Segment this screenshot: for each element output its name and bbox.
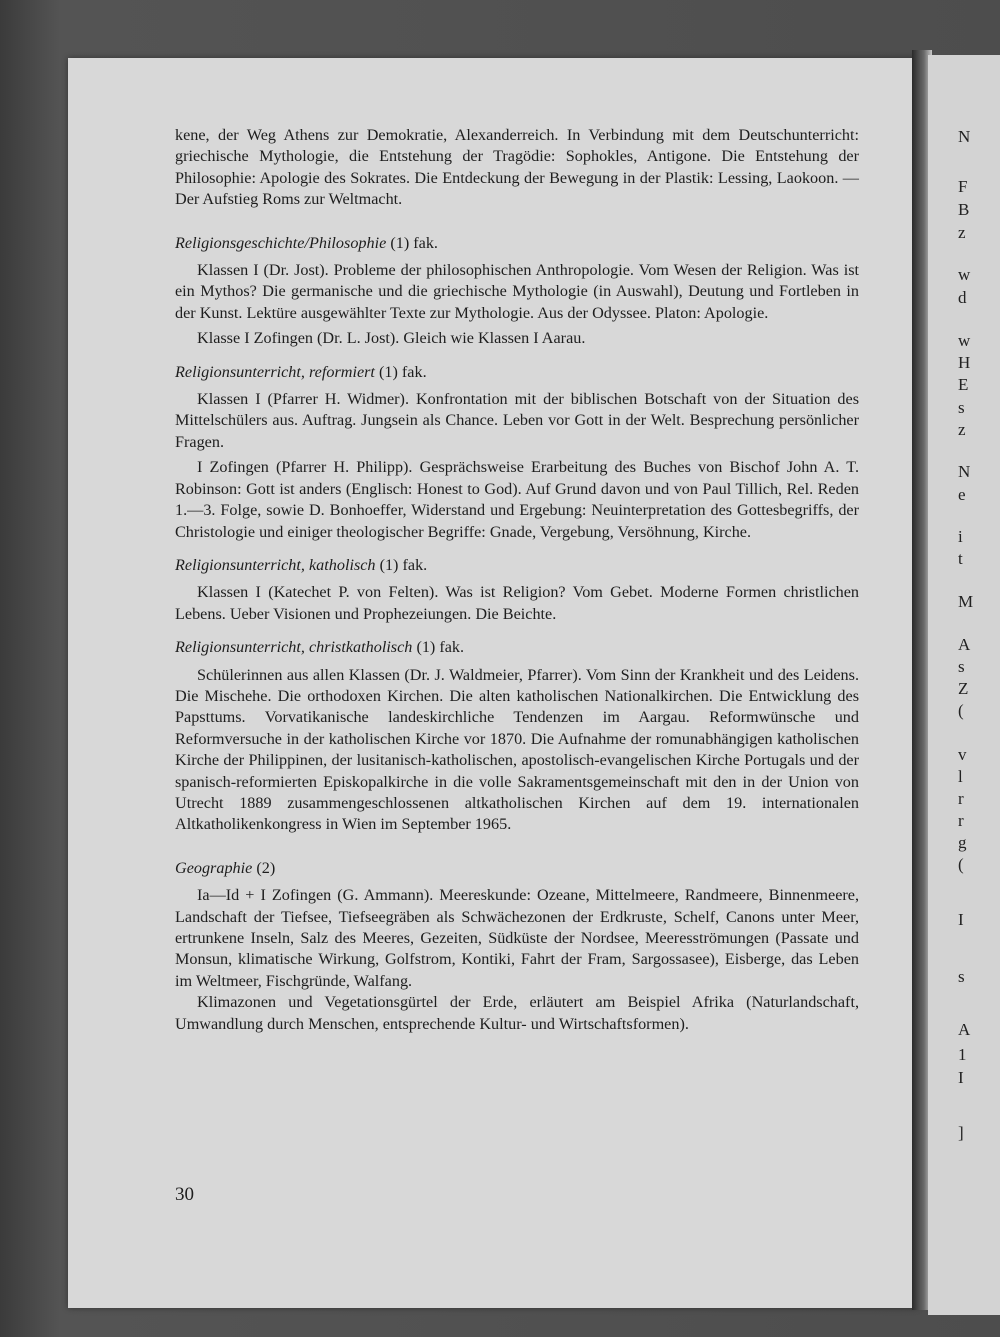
intro-paragraph: kene, der Weg Athens zur Demokratie, Alexanderreich. In Verbindung mit dem Deutschunterricht: griechische Mythologie, die Entstehung der Tragödie: Sophokles, Antigone. Die Entstehung der Philosophie: Apologie des Sokrates. Die Entdeckung der Bewegung in der Plastik: Lessing, Laokoon. — Der Aufstieg Roms zur Weltmacht. <box>175 126 859 209</box>
page-number: 30 <box>175 1184 194 1205</box>
edge-letter: r <box>958 789 964 808</box>
body-paragraph: Klassen I (Pfarrer H. Widmer). Konfrontation mit der biblischen Botschaft von der Situation des Mittelschülers aus. Auftrag. Jungsein als Chance. Leben vor Gott in der Welt. Besprechung persönlicher Fragen. <box>175 390 859 451</box>
section-subject: Religionsgeschichte/Philosophie <box>175 233 387 252</box>
edge-letter: E <box>958 375 969 394</box>
section-hours: (1) fak. <box>379 555 428 574</box>
section-subject: Geographie <box>175 858 253 877</box>
edge-letter: A <box>958 1020 971 1039</box>
edge-letter: r <box>958 811 964 830</box>
edge-letter: F <box>958 177 968 196</box>
section-subject: Religionsunterricht, christkatholisch <box>175 638 413 657</box>
edge-letter: d <box>958 288 967 307</box>
body-paragraph: Klasse I Zofingen (Dr. L. Jost). Gleich wie Klassen I Aarau. <box>197 329 586 348</box>
edge-letter: i <box>958 527 963 546</box>
edge-letter: ( <box>958 855 964 874</box>
body-paragraph: Klassen I (Katechet P. von Felten). Was ist Religion? Vom Gebet. Moderne Formen christlichen Lebens. Ueber Visionen und Prophezeiungen. Die Beichte. <box>175 583 859 623</box>
edge-letter: t <box>958 549 963 568</box>
edge-letter: I <box>958 1068 964 1087</box>
edge-letter: N <box>958 127 971 146</box>
edge-letter: w <box>958 331 971 350</box>
section-hours: (1) fak. <box>416 638 465 657</box>
edge-letter: A <box>958 635 971 654</box>
section-subject: Religionsunterricht, katholisch <box>175 555 376 574</box>
edge-letter: B <box>958 200 970 219</box>
edge-letter: w <box>958 265 971 284</box>
section-heading-katholisch <box>175 555 859 576</box>
body-paragraph: I Zofingen (Pfarrer H. Philipp). Gesprächsweise Erarbeitung des Buches von Bischof John A. T. Robinson: Gott ist anders (Englisch: Honest to God). Auf Grund davon und von Paul Tillich, Rel. Reden 1.—3. Folge, sowie D. Bonhoeffer, Widerstand und Ergebung: Neuinterpretation des Gottesbegriffs, der Christologie und einiger theologischer Begriffe: Gnade, Vergebung, Versöhnung, Kirche. <box>175 458 859 541</box>
body-paragraph: Schülerinnen aus allen Klassen (Dr. J. Waldmeier, Pfarrer). Vom Sinn der Krankheit und des Leidens. Die Mischehe. Die orthodoxen Kirchen. Die alten katholischen Nationalkirchen. Die Entwicklung des Papsttums. Vorvatikanische landeskirchliche Tendenzen im Aargau. Reformwünsche und Reformversuche in der katholischen Kirche vor 1870. Die Aufnahme der romunabhängigen katholischen Kirche der Philippinen, der lusitanisch-katholischen, apostolisch-evangelischen Kirche Portugals und der spanisch-reformierten Episkopalkirche in die volle Sakramentsgemeinschaft mit den in der Union von Utrecht 1889 zusammengeschlossenen altkatholischen Kirchen auf dem 19. internationalen Altkatholikenkongress in Wien im September 1965. <box>175 665 859 834</box>
edge-letter: N <box>958 462 971 481</box>
edge-letter: s <box>958 398 965 417</box>
section-heading-christkatholisch <box>175 637 859 658</box>
edge-letter: ( <box>958 701 964 720</box>
page-text-block <box>175 125 859 1035</box>
edge-letter: v <box>958 745 967 764</box>
edge-letter: z <box>958 420 966 439</box>
edge-letter: H <box>958 353 971 372</box>
adjacent-page-edge <box>928 55 1000 1315</box>
body-paragraph: Ia—Id + I Zofingen (G. Ammann). Meereskunde: Ozeane, Mittelmeere, Randmeere, Binnenmeere, Landschaft der Tiefsee, Tiefseegräben als Schwächezonen der Erdkruste, Schelf, Canons unter Meer, ertrunkene Inseln, Salz des Meeres, Gezeiten, Südküste der Nordsee, Meeresströmungen (Passate und Monsun, klimatische Wirkung, Golfstrom, Kontiki, Fahrt der Fram, Sargossasee), Eisberge, das Leben im Weltmeer, Fischgründe, Walfang. <box>175 886 859 990</box>
edge-letter: Z <box>958 679 969 698</box>
section-heading-reformiert <box>175 362 859 383</box>
section-hours: (2) <box>256 858 276 877</box>
edge-letter: l <box>958 767 963 786</box>
edge-letter: I <box>958 910 964 929</box>
edge-letter: s <box>958 967 965 986</box>
section-heading-geographie <box>175 858 859 879</box>
section-hours: (1) fak. <box>390 233 438 252</box>
section-heading-religionsgeschichte <box>175 233 859 254</box>
edge-letter: z <box>958 223 966 242</box>
section-hours: (1) fak. <box>378 362 427 381</box>
section-subject: Religionsunterricht, reformiert <box>175 362 375 381</box>
edge-letter: ] <box>958 1123 964 1142</box>
body-paragraph: Klimazonen und Vegetationsgürtel der Erde, erläutert am Beispiel Afrika (Naturlandschaft, Umwandlung durch Menschen, entsprechende Kultur- und Wirtschaftsformen). <box>175 993 859 1033</box>
edge-letter: g <box>958 833 967 852</box>
edge-letter: 1 <box>958 1045 967 1064</box>
edge-letter: s <box>958 657 965 676</box>
edge-letter: M <box>958 592 974 611</box>
body-paragraph: Klassen I (Dr. Jost). Probleme der philosophischen Anthropologie. Vom Wesen der Religion. Was ist ein Mythos? Die germanische und die griechische Mythologie (in Auswahl), Deutung und Fortleben in der Kunst. Lektüre ausgewählter Texte zur Mythologie. Aus der Odyssee. Platon: Apologie. <box>175 261 859 322</box>
edge-letter: e <box>958 485 966 504</box>
